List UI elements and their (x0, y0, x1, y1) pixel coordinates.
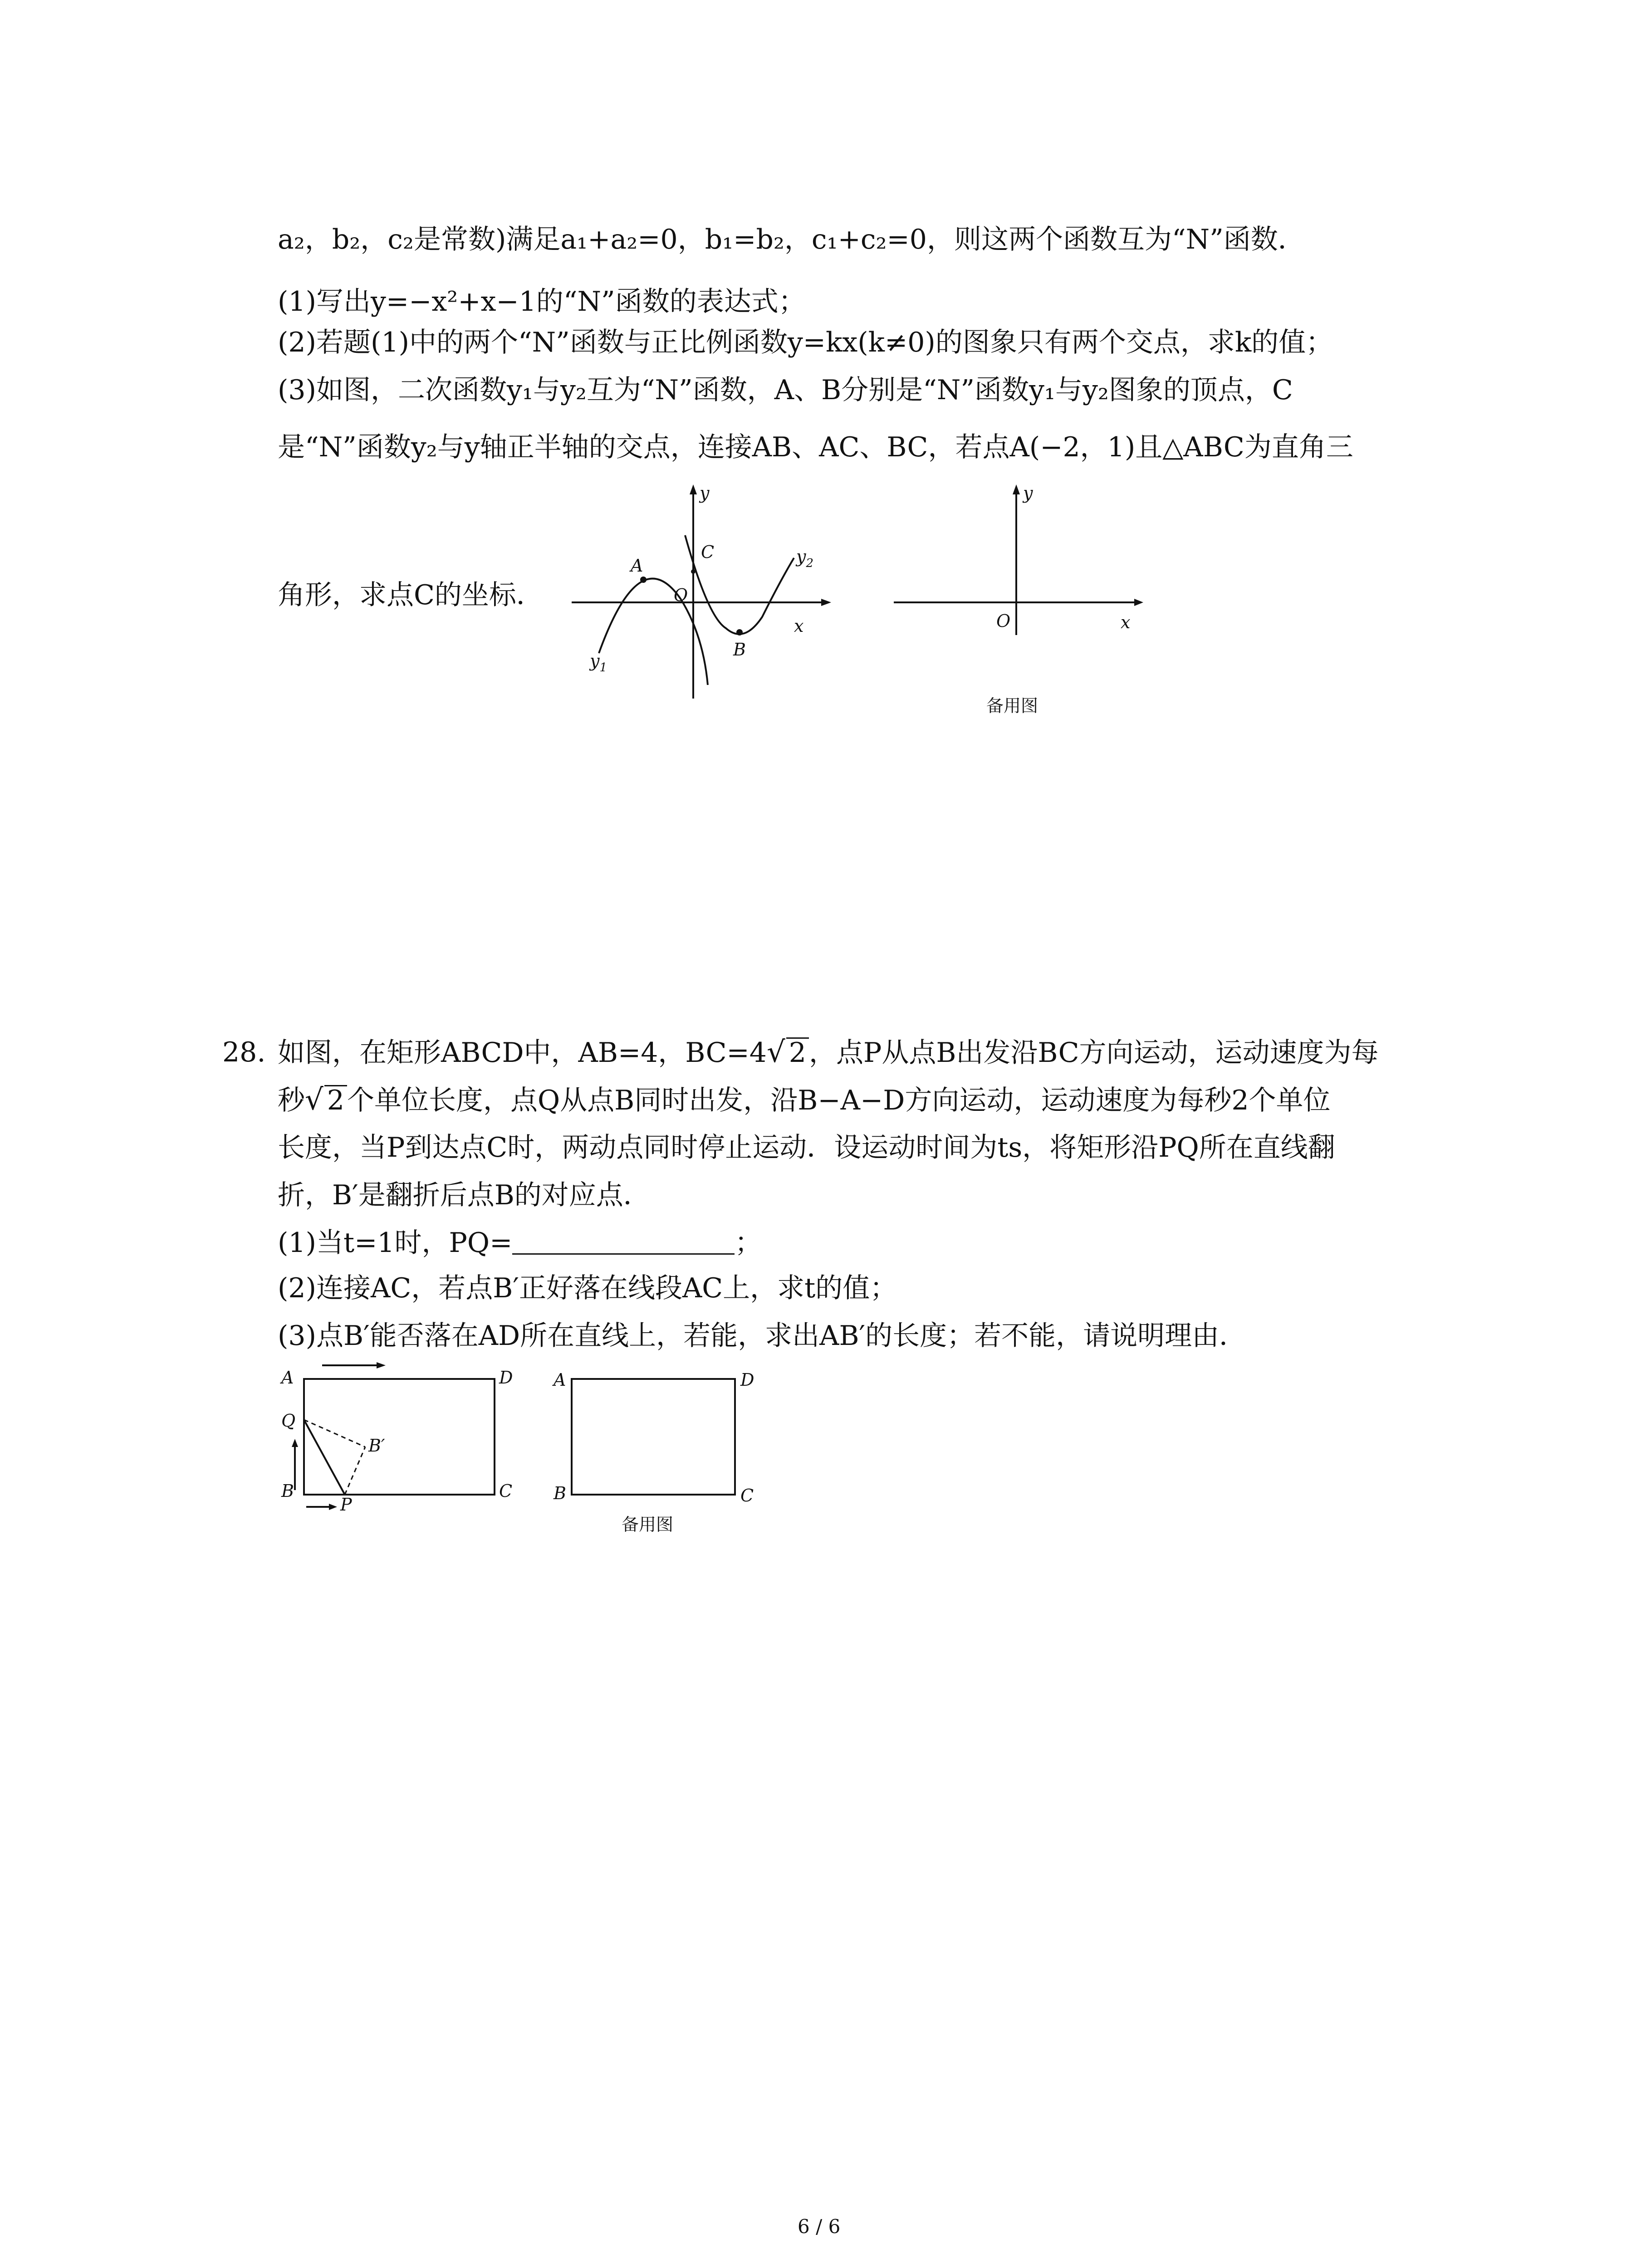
fold-label-A: A (281, 1368, 294, 1388)
q27-part3-line1: (3)如图，二次函数y₁与y₂互为“N”函数，A、B分别是“N”函数y₁与y₂图象的顶点，C (278, 374, 1293, 406)
spare-label-x: x (1121, 612, 1131, 632)
spare-label-O: O (996, 611, 1011, 631)
q27-line1: a₂，b₂，c₂是常数)满足a₁+a₂=0，b₁=b₂，c₁+c₂=0，则这两个函数互为“N”函数． (278, 224, 1305, 255)
label-O: O (674, 585, 688, 605)
q28-part3: (3)点B′能否落在AD所在直线上，若能，求出AB′的长度；若不能，请说明理由． (278, 1320, 1247, 1352)
spare-figure-caption: 备用图 (986, 696, 1038, 716)
label-x: x (794, 616, 804, 636)
spare-rectangle-figure (544, 1361, 780, 1510)
fold-label-Q: Q (281, 1411, 296, 1431)
q28-part2: (2)连接AC，若点B′正好落在线段AC上，求t的值； (278, 1272, 897, 1304)
q27-part1: (1)写出y=−x²+x−1的“N”函数的表达式； (278, 286, 806, 318)
spare-rect-caption: 备用图 (622, 1515, 674, 1535)
spare-rect-label-A: A (554, 1370, 566, 1390)
label-B: B (733, 640, 746, 660)
label-C: C (701, 542, 715, 562)
q27-part3-line2: 是“N”函数y₂与y轴正半轴的交点，连接AB、AC、BC，若点A(−2，1)且△ABC为直角三 (278, 431, 1353, 463)
label-y2: $y_2$ (796, 547, 814, 570)
rectangle-fold-figure (272, 1361, 513, 1515)
parabola-figure (572, 481, 835, 717)
spare-rect-label-C: C (740, 1486, 754, 1505)
spare-axes-figure (889, 481, 1143, 644)
label-y1: $y_1$ (590, 651, 607, 675)
fold-label-P: P (340, 1495, 352, 1515)
spare-label-y: y (1023, 483, 1033, 503)
q28-line2: 秒√ 2 个单位长度，点Q从点B同时出发，沿B−A−D方向运动，运动速度为每秒2个单位 (278, 1083, 1331, 1117)
q28-number: 28. (222, 1036, 266, 1068)
answer-blank (512, 1228, 735, 1255)
q28-line3: 长度，当P到达点C时，两动点同时停止运动．设运动时间为ts，将矩形沿PQ所在直线翻 (278, 1132, 1335, 1163)
fold-label-D: D (499, 1368, 513, 1388)
q27-part3-line3: 角形，求点C的坐标． (278, 579, 544, 611)
page-number: 6 / 6 (798, 2215, 841, 2238)
spare-rect-label-D: D (740, 1370, 754, 1390)
q28-part1: (1)当t=1时，PQ= ； (278, 1227, 762, 1259)
q27-part2: (2)若题(1)中的两个“N”函数与正比例函数y=kx(k≠0)的图象只有两个交点，求k的值； (278, 327, 1333, 358)
q28-line4: 折，B′是翻折后点B的对应点． (278, 1179, 651, 1211)
fold-label-B: B (281, 1481, 294, 1501)
label-A: A (631, 556, 643, 576)
fold-label-C: C (499, 1481, 513, 1501)
fold-label-Bprime: B′ (368, 1436, 385, 1456)
q28-line1: 如图，在矩形ABCD中，AB=4，BC=4√ 2 ，点P从点B出发沿BC方向运动，运动速度为每 (278, 1036, 1379, 1069)
label-y: y (700, 483, 710, 503)
spare-rect-label-B: B (554, 1483, 566, 1503)
